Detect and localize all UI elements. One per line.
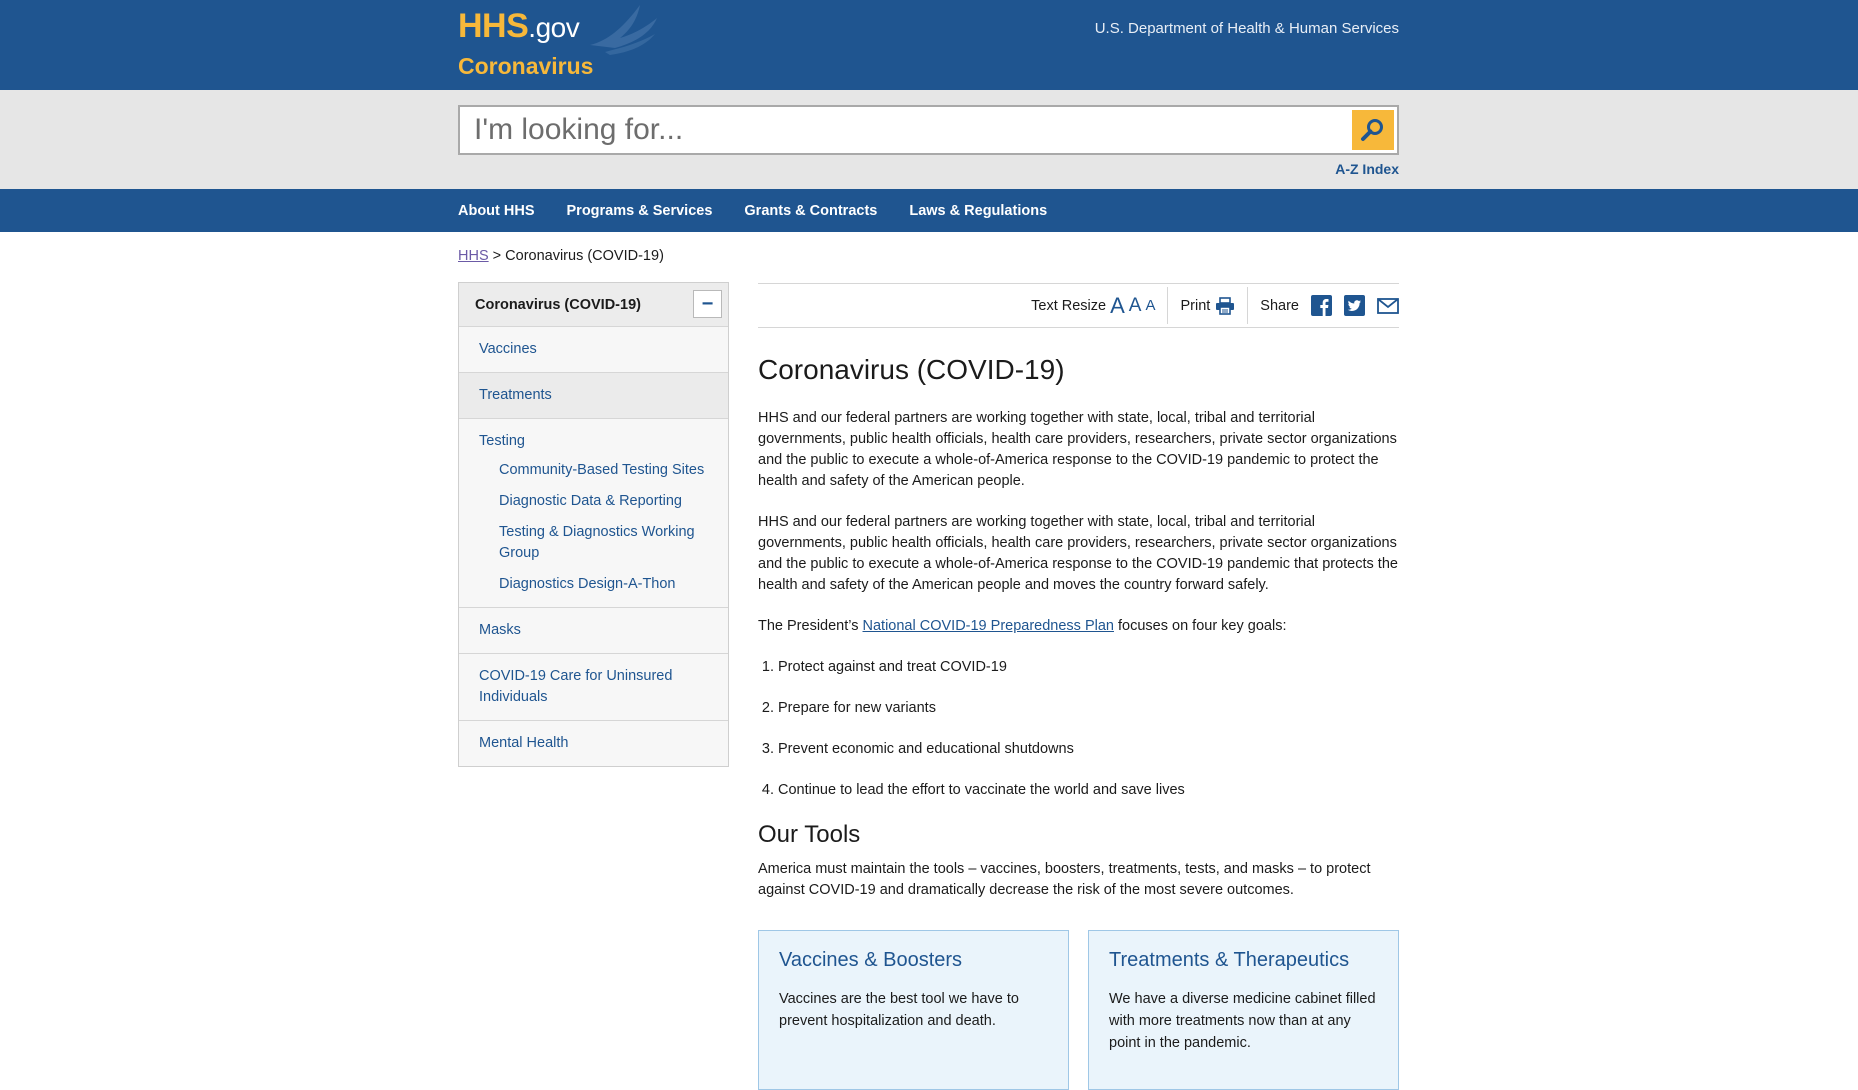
goal-item: 1. Protect against and treat COVID-19 [778, 657, 1399, 678]
share-group [1247, 287, 1399, 324]
text-resize-small[interactable]: A [1145, 297, 1156, 314]
intro-paragraph-2: HHS and our federal partners are working together with state, local, tribal and territorial governments, public health officials, health care providers, researchers, private sector organizations and the public to execute a whole-of-America response to the COVID-19 pandemic that protects the health and safety of the American people and moves the country forward safely. [758, 514, 1398, 593]
sidebar-item-masks [459, 608, 728, 654]
sidebar-link-mental-health[interactable]: Mental Health [479, 735, 569, 751]
page-toolbar [758, 283, 1399, 328]
card-vaccines-boosters[interactable] [758, 930, 1069, 1090]
breadcrumb-separator: > [492, 248, 502, 264]
tool-cards [758, 930, 1399, 1090]
search-band [0, 90, 1858, 189]
sidebar-item-uninsured-care [459, 654, 728, 721]
page-title: Coronavirus (COVID-19) [758, 354, 1065, 385]
card-text: Vaccines are the best tool we have to prevent hospitalization and death. [779, 991, 1019, 1029]
plan-prefix: The President’s [758, 618, 863, 634]
print-icon[interactable] [1215, 297, 1235, 315]
logo-gov-text: .gov [528, 12, 580, 43]
text-resize-label: Text Resize [1031, 297, 1107, 314]
card-treatments-therapeutics[interactable] [1088, 930, 1399, 1090]
sidebar-link-vaccines[interactable]: Vaccines [479, 341, 537, 357]
goal-item: 3. Prevent economic and educational shutdowns [778, 739, 1399, 760]
search-button[interactable] [1352, 110, 1394, 150]
sidebar-nav [458, 282, 729, 767]
goals-list [758, 657, 1399, 801]
print-group[interactable] [1167, 287, 1247, 324]
site-header [0, 0, 1858, 90]
text-resize-large[interactable]: A [1110, 292, 1125, 318]
sidebar-link-uninsured-care[interactable]: COVID-19 Care for Uninsured Individuals [479, 668, 673, 705]
preparedness-plan-link[interactable]: National COVID-19 Preparedness Plan [862, 618, 1114, 634]
logo-hhs-text: HHS [458, 7, 529, 45]
twitter-icon[interactable] [1344, 295, 1365, 316]
breadcrumb-current: Coronavirus (COVID-19) [505, 248, 664, 264]
breadcrumb [458, 248, 664, 264]
nav-about-hhs[interactable]: About HHS [458, 203, 535, 219]
card-title[interactable]: Treatments & Therapeutics [1109, 949, 1350, 971]
department-name[interactable]: U.S. Department of Health & Human Services [1094, 20, 1399, 37]
share-label: Share [1260, 297, 1299, 314]
text-resize-group [1019, 287, 1167, 324]
goal-item: 2. Prepare for new variants [778, 698, 1399, 719]
card-text: We have a diverse medicine cabinet filled with more treatments now than at any point in the pandemic. [1109, 991, 1376, 1051]
goal-item: 4. Continue to lead the effort to vaccinate the world and save lives [778, 780, 1399, 801]
sidebar-link-treatments[interactable]: Treatments [479, 387, 552, 403]
card-title[interactable]: Vaccines & Boosters [779, 949, 963, 971]
search-icon [1360, 117, 1386, 143]
az-index-link[interactable]: A-Z Index [1335, 161, 1399, 177]
sidebar-item-testing [459, 419, 728, 608]
sidebar-sublink-working-group[interactable]: Testing & Diagnostics Working Group [499, 524, 695, 561]
sidebar-item-treatments [459, 373, 728, 419]
email-icon[interactable] [1377, 298, 1399, 314]
main-nav [0, 189, 1858, 232]
sidebar-sublink-design-a-thon[interactable]: Diagnostics Design-A-Thon [499, 576, 676, 592]
main-content [758, 283, 1399, 1090]
sidebar-item-mental-health [459, 721, 728, 766]
facebook-icon[interactable] [1311, 295, 1332, 316]
sidebar-testing-submenu [479, 452, 708, 595]
nav-laws-regulations[interactable]: Laws & Regulations [909, 203, 1048, 219]
print-label[interactable]: Print [1180, 297, 1211, 314]
sidebar-header [459, 283, 728, 327]
nav-programs-services[interactable]: Programs & Services [566, 203, 713, 219]
our-tools-heading: Our Tools [758, 821, 861, 848]
eagle-logo-icon [585, 0, 665, 55]
text-resize-medium[interactable]: A [1128, 294, 1142, 316]
sidebar-sublink-diagnostic-data[interactable]: Diagnostic Data & Reporting [499, 493, 682, 509]
sidebar-item-vaccines [459, 327, 728, 373]
search-box [458, 105, 1399, 155]
sidebar-link-testing[interactable]: Testing [479, 433, 525, 449]
hhs-logo[interactable] [458, 6, 579, 48]
breadcrumb-home-link[interactable]: HHS [458, 248, 489, 264]
sidebar-link-masks[interactable]: Masks [479, 622, 521, 638]
our-tools-paragraph: America must maintain the tools – vaccines, boosters, treatments, tests, and masks – to protect against COVID-19 and dramatically decrease the risk of the most severe outcomes. [758, 861, 1371, 898]
sidebar-collapse-button[interactable]: − [693, 290, 722, 318]
search-input[interactable] [474, 107, 1354, 153]
site-name[interactable]: Coronavirus [458, 53, 594, 79]
sidebar-heading[interactable]: Coronavirus (COVID-19) [475, 297, 641, 313]
sidebar-sublink-community-testing[interactable]: Community-Based Testing Sites [499, 462, 705, 478]
nav-grants-contracts[interactable]: Grants & Contracts [744, 203, 878, 219]
preparedness-plan-paragraph [758, 616, 1399, 637]
plan-suffix: focuses on four key goals: [1113, 618, 1287, 634]
intro-paragraph-1: HHS and our federal partners are working together with state, local, tribal and territorial governments, public health officials, health care providers, researchers, private sector organizations and the public to execute a whole-of-America response to the COVID-19 pandemic to protect the health and safety of the American people. [758, 410, 1397, 489]
